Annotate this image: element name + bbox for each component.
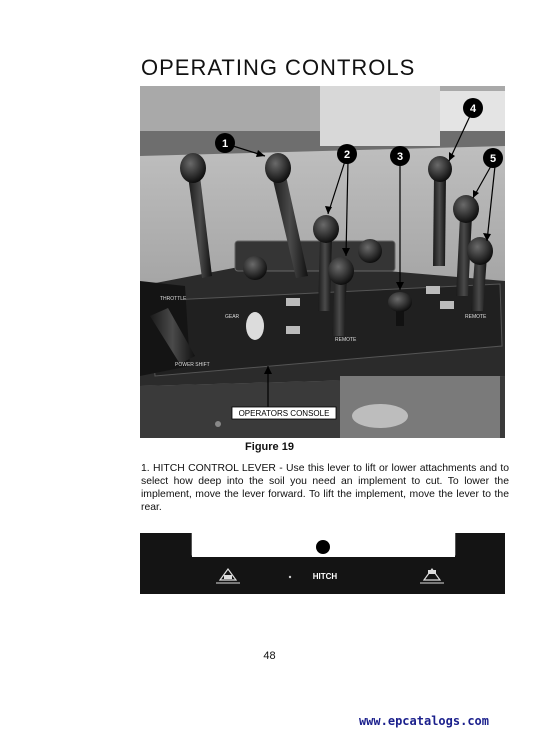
- watermark: www.epcatalogs.com: [358, 714, 489, 728]
- svg-text:4: 4: [469, 103, 477, 115]
- svg-text:OPERATORS CONSOLE: OPERATORS CONSOLE: [238, 409, 330, 418]
- remote-label-right: REMOTE: [465, 314, 487, 320]
- page-title: OPERATING CONTROLS: [141, 55, 416, 80]
- figure-caption: Figure 19: [245, 441, 294, 453]
- hitch-control-description: 1. HITCH CONTROL LEVER - Use this lever to lift or lower attachments and to select how deep into the soil you need an implement to cut. To lower the implement, move the lever forward. To lift the implement, move the lever to the rear.: [141, 463, 509, 513]
- callout-3: [390, 146, 410, 166]
- svg-text:2: 2: [343, 149, 351, 161]
- callout-1: [215, 133, 235, 153]
- callout-5: [483, 148, 503, 168]
- svg-text:3: 3: [396, 151, 404, 163]
- page-number: 48: [263, 650, 276, 662]
- gear-label: GEAR: [225, 314, 240, 320]
- power-shift-label: POWER SHIFT: [175, 362, 210, 368]
- remote-label-left: REMOTE: [335, 337, 357, 343]
- throttle-label: THROTTLE: [160, 296, 187, 302]
- hitch-label: HITCH: [312, 572, 338, 581]
- callout-2: [337, 144, 357, 164]
- hitch-indicator-dot: [316, 540, 330, 554]
- hitch-decal-panel: [140, 533, 505, 594]
- svg-text:1: 1: [221, 138, 229, 150]
- operators-console-label: [232, 407, 336, 419]
- callout-4: [463, 98, 483, 118]
- operating-controls-photo: [140, 86, 505, 438]
- svg-text:5: 5: [489, 153, 497, 165]
